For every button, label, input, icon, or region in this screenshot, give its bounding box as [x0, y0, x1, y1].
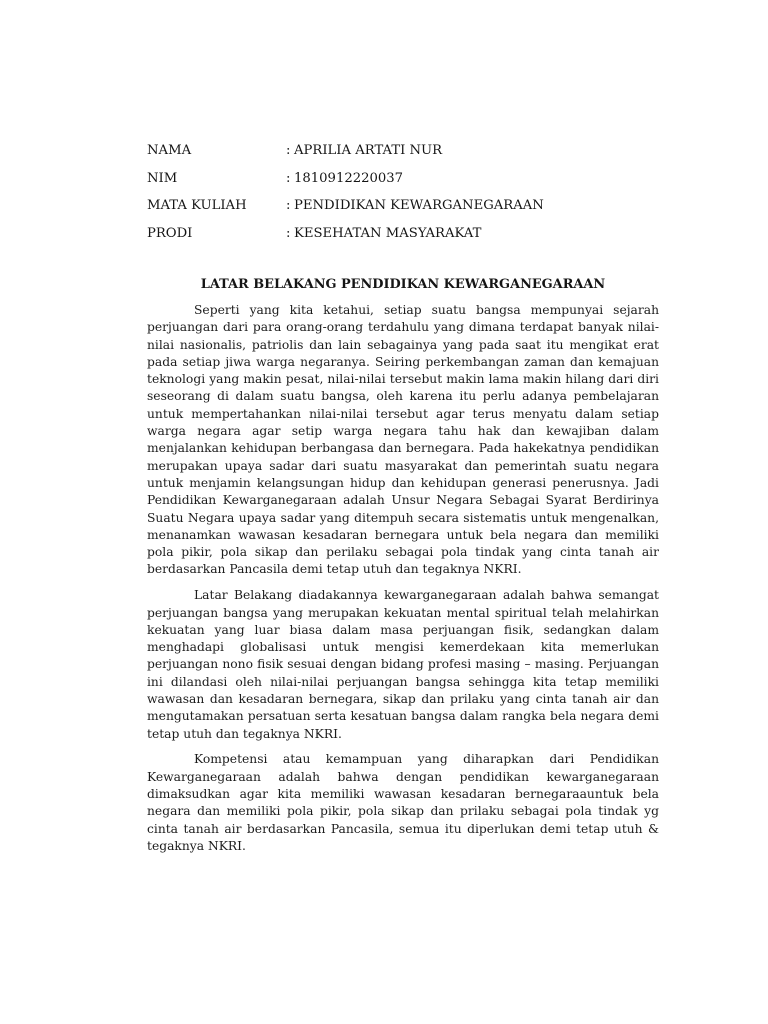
identity-label: PRODI — [147, 226, 193, 242]
identity-row-mata-kuliah — [147, 192, 667, 220]
body-paragraph: Latar Belakang diadakannya kewarganegaraan adalah bahwa semangat perjuangan bangsa yang merupakan kekuatan mental spiritual telah melahirkan kekuatan yang luar biasa dalam masa perjuangan fisik, sedangkan dalam menghadapi globalisasi untuk mengisi kemerdekaan kita memerlukan perjuangan nono fisik sesuai dengan bidang profesi masing – masing. Perjuangan ini dilandasi oleh nilai-nilai perjuangan bangsa sehingga kita tetap memiliki wawasan dan kesadaran bernegara, sikap dan prilaku yang cinta tanah air dan mengutamakan persatuan serta kesatuan bangsa dalam rangka bela negara demi tetap utuh dan tegaknya NKRI. — [147, 588, 659, 741]
document-title: LATAR BELAKANG PENDIDIKAN KEWARGANEGARAAN — [200, 277, 606, 292]
body-paragraph: Kompetensi atau kemampuan yang diharapkan dari Pendidikan Kewarganegaraan adalah bahwa dengan pendidikan kewarganegaraan dimaksudkan agar kita memiliki wawasan kesadaran bernegaraauntuk bela negara dan memiliki pola pikir, pola sikap dan prilaku sebagai pola tindak yg cinta tanah air berdasarkan Pancasila, semua itu diperlukan demi tetap utuh & tegaknya NKRI. — [147, 752, 659, 853]
identity-separator: : — [286, 198, 291, 214]
identity-label: NIM — [147, 170, 178, 186]
identity-separator: : — [286, 226, 291, 242]
identity-value: 1810912220037 — [294, 170, 404, 186]
identity-value: KESEHATAN MASYARAKAT — [294, 226, 482, 242]
identity-value: APRILIA ARTATI NUR — [294, 143, 443, 158]
identity-row-nim — [147, 165, 667, 193]
identity-label: NAMA — [147, 143, 192, 158]
identity-row-prodi — [147, 220, 667, 248]
identity-separator: : — [286, 170, 291, 186]
identity-label: MATA KULIAH — [147, 198, 247, 214]
identity-block — [147, 137, 667, 248]
identity-value: PENDIDIKAN KEWARGANEGARAAN — [294, 198, 544, 214]
identity-separator: : — [286, 143, 291, 158]
document-body — [147, 302, 659, 864]
body-paragraph: Seperti yang kita ketahui, setiap suatu bangsa mempunyai sejarah perjuangan dari para orang-orang terdahulu yang dimana terdapat banyak nilai-nilai nasionalis, patriolis dan lain sebagainya yang pada saat itu mengikat erat pada setiap jiwa warga negaranya. Seiring perkembangan zaman dan kemajuan teknologi yang makin pesat, nilai-nilai tersebut makin lama makin hilang dari diri seseorang di dalam suatu bangsa, oleh karena itu perlu adanya pembelajaran untuk mempertahankan nilai-nilai tersebut agar terus menyatu dalam setiap warga negara agar setip warga negara tahu hak dan kewajiban dalam menjalankan kehidupan berbangasa dan bernegara. Pada hakekatnya pendidikan merupakan upaya sadar dari suatu masyarakat dan pemerintah suatu negara untuk menjamin kelangsungan hidup dan kehidupan generasi penerusnya. Jadi Pendidikan Kewarganegaraan adalah Unsur Negara Sebagai Syarat Berdirinya Suatu Negara upaya sadar yang ditempuh secara sistematis untuk mengenalkan, menanamkan wawasan kesadaran bernegara untuk bela negara dan memiliki pola pikir, pola sikap dan perilaku sebagai pola tindak yang cinta tanah air berdasarkan Pancasila demi tetap utuh dan tegaknya NKRI. — [147, 303, 659, 577]
identity-row-nama — [147, 137, 667, 165]
